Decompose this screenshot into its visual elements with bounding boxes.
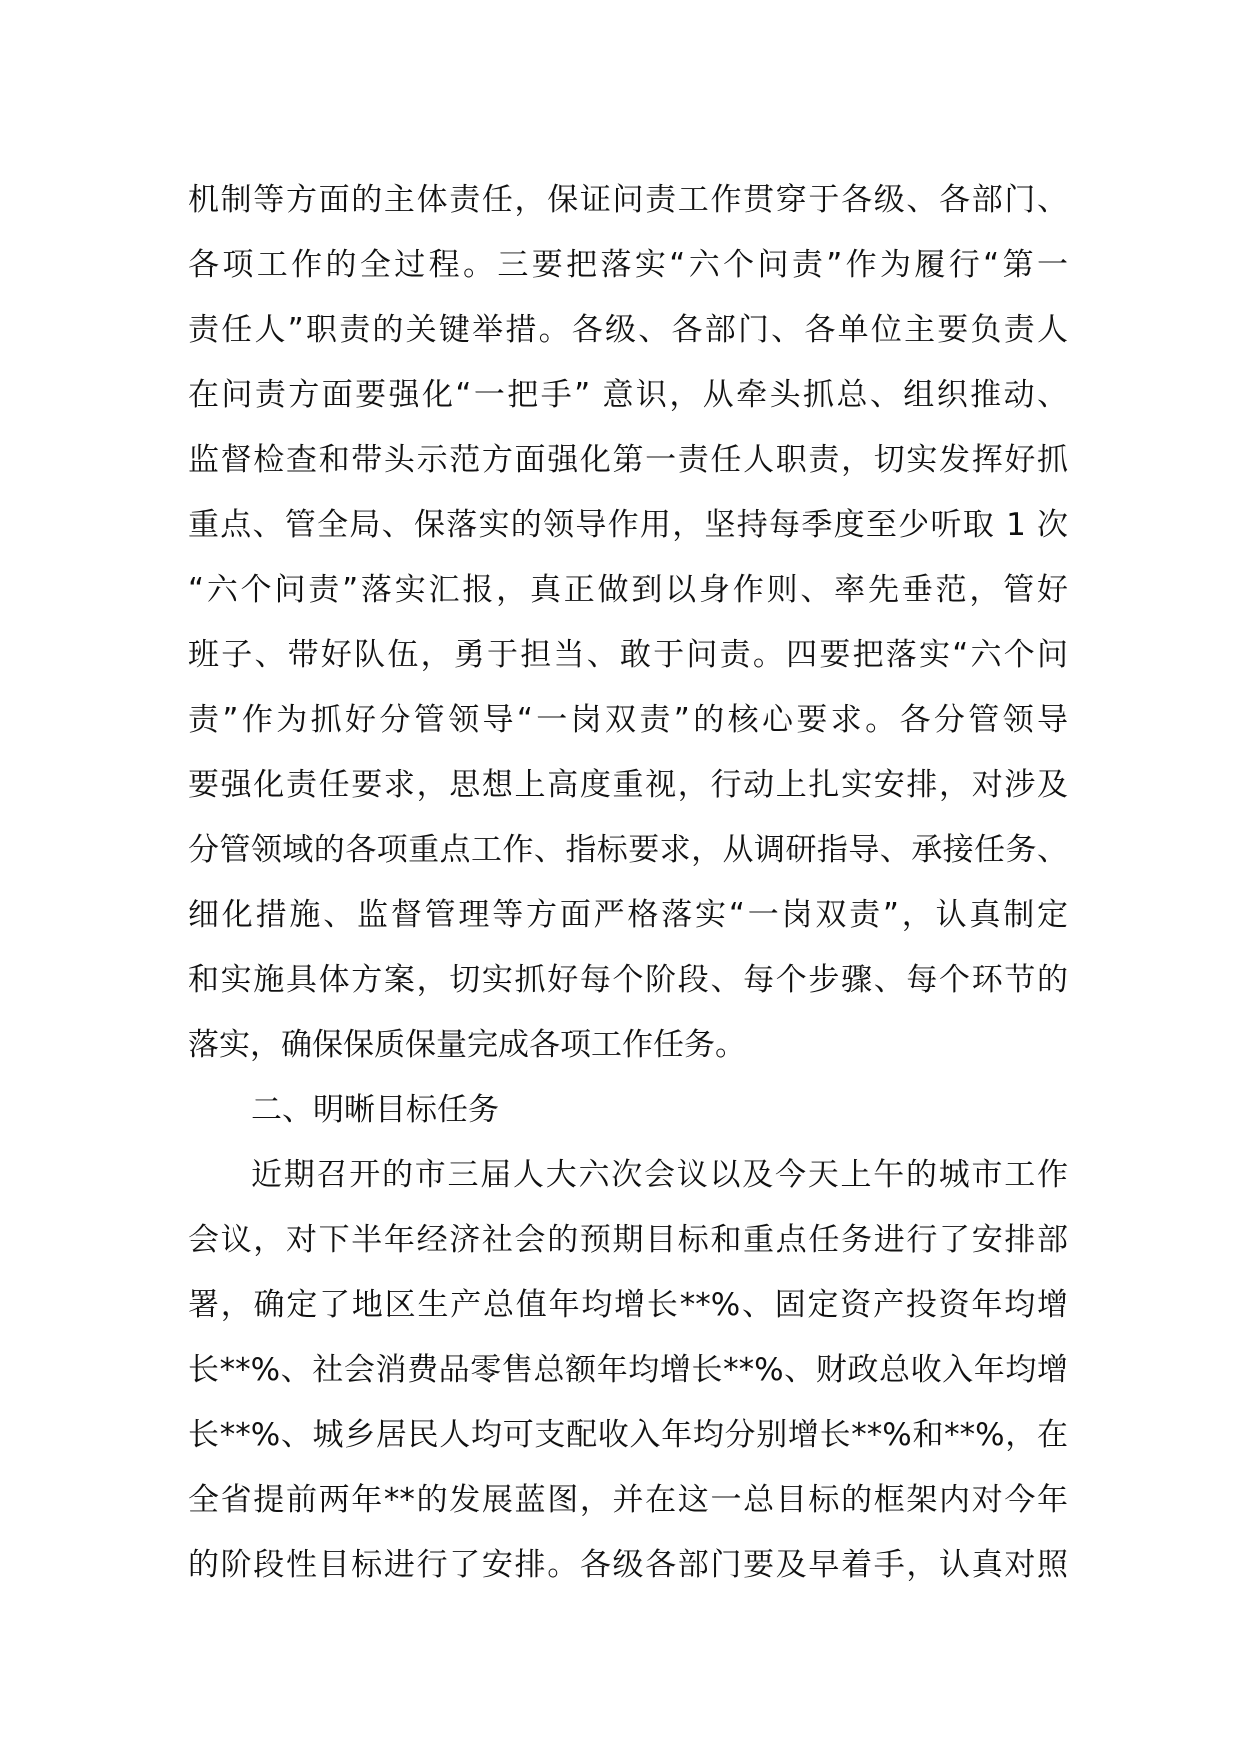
paragraph-line: 细化措施、监督管理等方面严格落实“一岗双责”，认真制定 <box>188 897 1068 933</box>
paragraph-line: 会议，对下半年经济社会的预期目标和重点任务进行了安排部 <box>188 1222 1068 1258</box>
paragraph-line: 要强化责任要求，思想上高度重视，行动上扎实安排，对涉及 <box>188 767 1068 803</box>
paragraph-line: 在问责方面要强化“一把手” 意识，从牵头抓总、组织推动、 <box>188 377 1068 413</box>
section-heading: 二、明晰目标任务 <box>251 1092 499 1128</box>
paragraph-line: 长**%、社会消费品零售总额年均增长**%、财政总收入年均增 <box>188 1352 1068 1388</box>
paragraph-line: 全省提前两年**的发展蓝图，并在这一总目标的框架内对今年 <box>188 1482 1068 1518</box>
paragraph-line: 长**%、城乡居民人均可支配收入年均分别增长**%和**%，在 <box>188 1417 1068 1453</box>
paragraph-line: 近期召开的市三届人大六次会议以及今天上午的城市工作 <box>251 1157 1068 1193</box>
paragraph-line: 监督检查和带头示范方面强化第一责任人职责，切实发挥好抓 <box>188 442 1068 478</box>
paragraph-line: 分管领域的各项重点工作、指标要求，从调研指导、承接任务、 <box>188 832 1068 868</box>
paragraph-line: 署，确定了地区生产总值年均增长**%、固定资产投资年均增 <box>188 1287 1068 1323</box>
paragraph-line: 重点、管全局、保落实的领导作用，坚持每季度至少听取 1 次 <box>188 507 1068 543</box>
paragraph-line: 落实，确保保质保量完成各项工作任务。 <box>188 1027 746 1063</box>
document-body <box>188 168 1068 1598</box>
paragraph-line: 班子、带好队伍，勇于担当、敢于问责。四要把落实“六个问 <box>188 637 1068 673</box>
paragraph-line: “六个问责”落实汇报，真正做到以身作则、率先垂范，管好 <box>188 572 1068 608</box>
paragraph-line: 和实施具体方案，切实抓好每个阶段、每个步骤、每个环节的 <box>188 962 1068 998</box>
paragraph-line: 的阶段性目标进行了安排。各级各部门要及早着手，认真对照 <box>188 1547 1068 1583</box>
paragraph-line: 责任人”职责的关键举措。各级、各部门、各单位主要负责人 <box>188 312 1068 348</box>
paragraph-line: 机制等方面的主体责任，保证问责工作贯穿于各级、各部门、 <box>188 182 1068 218</box>
paragraph-line: 责”作为抓好分管领导“一岗双责”的核心要求。各分管领导 <box>188 702 1068 738</box>
paragraph-line: 各项工作的全过程。三要把落实“六个问责”作为履行“第一 <box>188 247 1068 283</box>
